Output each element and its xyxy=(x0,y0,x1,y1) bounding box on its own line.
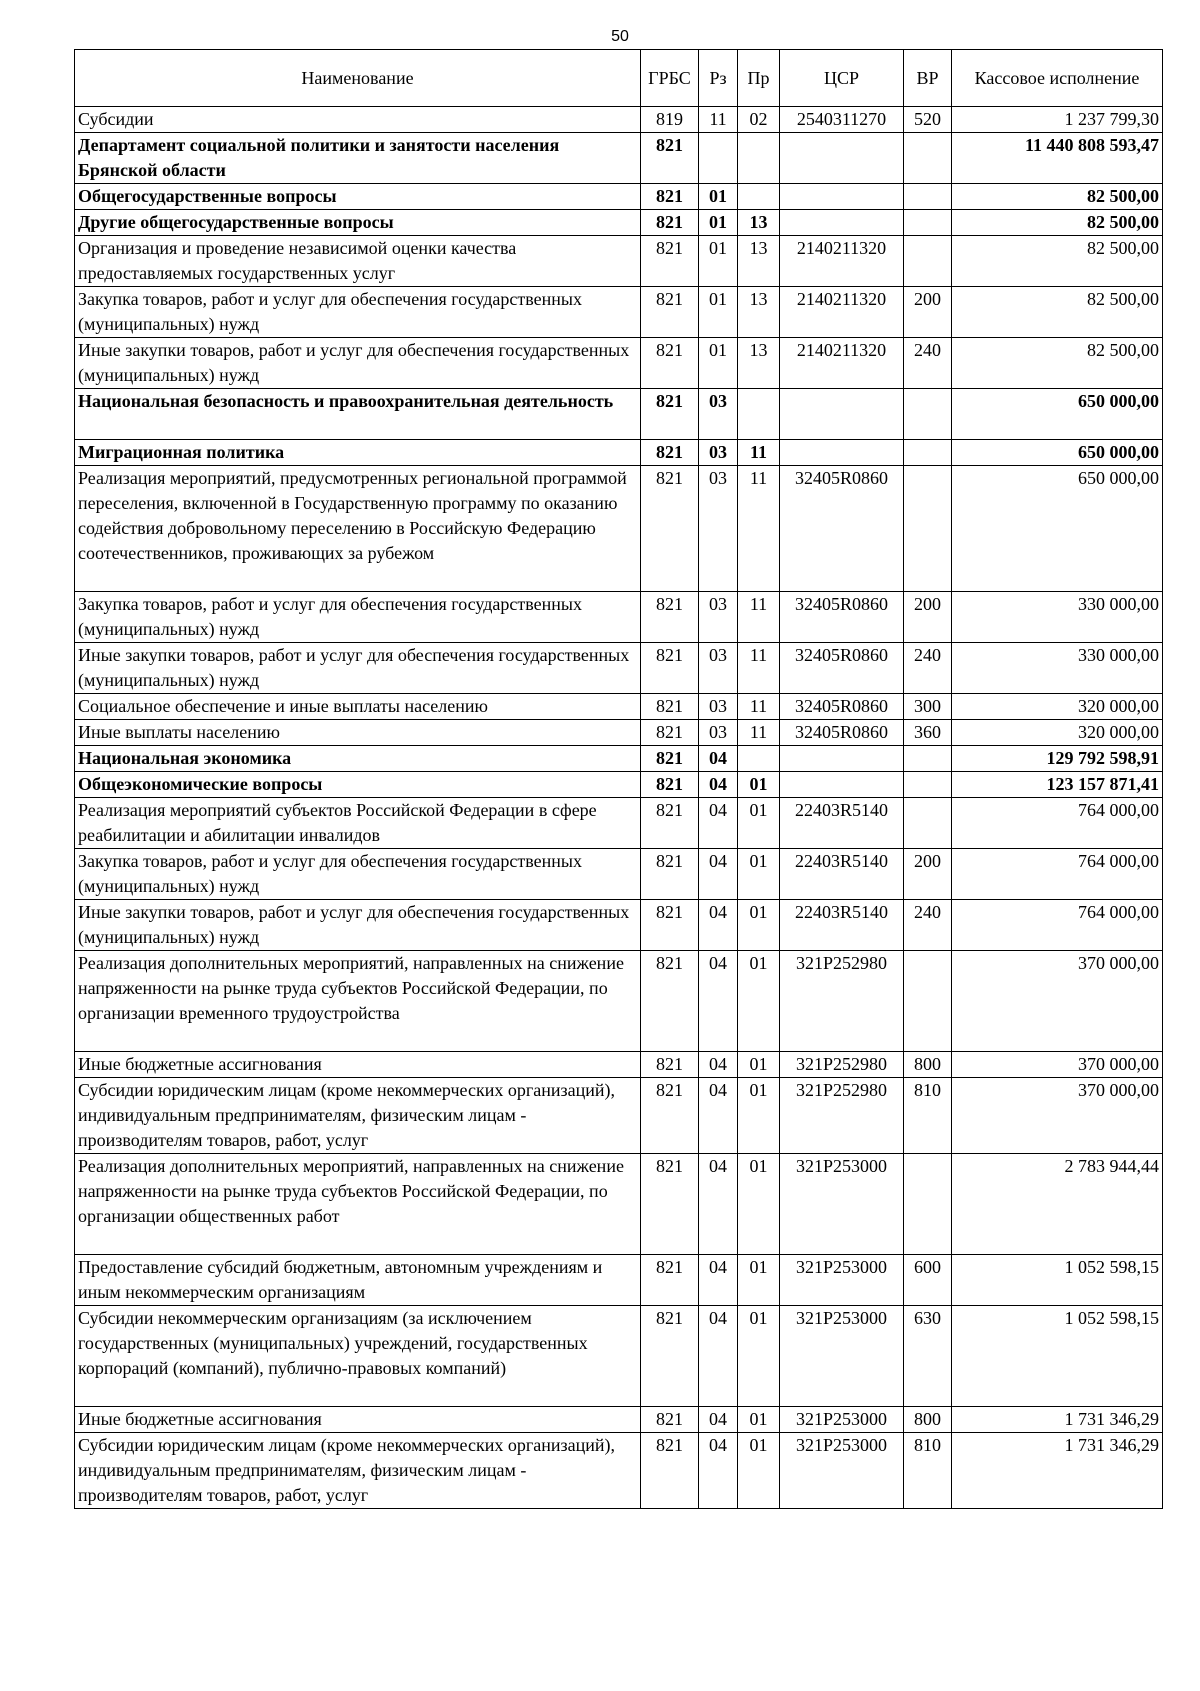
cell-pr: 11 xyxy=(738,694,780,720)
cell-vr: 300 xyxy=(904,694,952,720)
header-pr: Пр xyxy=(738,50,780,107)
cell-amount: 82 500,00 xyxy=(952,236,1163,287)
cell-vr: 800 xyxy=(904,1407,952,1433)
cell-pr: 11 xyxy=(738,592,780,643)
cell-pr: 01 xyxy=(738,772,780,798)
cell-grbs: 821 xyxy=(641,746,699,772)
cell-grbs: 821 xyxy=(641,389,699,440)
cell-csr: 321P252980 xyxy=(780,951,904,1052)
table-row xyxy=(75,1255,1163,1306)
table-row xyxy=(75,184,1163,210)
cell-vr: 810 xyxy=(904,1078,952,1154)
cell-name: Субсидии xyxy=(75,107,641,133)
cell-csr xyxy=(780,184,904,210)
cell-name: Реализация дополнительных мероприятий, направленных на снижение напряженности на рынке труда субъектов Российской Федерации, по организации временного трудоустройства xyxy=(75,951,641,1052)
cell-name: Иные выплаты населению xyxy=(75,720,641,746)
table-row xyxy=(75,951,1163,1052)
cell-csr: 2140211320 xyxy=(780,287,904,338)
cell-csr: 22403R5140 xyxy=(780,798,904,849)
cell-amount: 320 000,00 xyxy=(952,720,1163,746)
cell-pr: 01 xyxy=(738,1433,780,1509)
cell-pr: 13 xyxy=(738,287,780,338)
header-name: Наименование xyxy=(75,50,641,107)
cell-rz: 04 xyxy=(699,951,738,1052)
table-row xyxy=(75,849,1163,900)
table-row xyxy=(75,338,1163,389)
cell-amount: 764 000,00 xyxy=(952,849,1163,900)
cell-grbs: 821 xyxy=(641,849,699,900)
cell-csr: 22403R5140 xyxy=(780,900,904,951)
cell-amount: 330 000,00 xyxy=(952,592,1163,643)
table-row xyxy=(75,236,1163,287)
cell-vr xyxy=(904,440,952,466)
cell-name: Закупка товаров, работ и услуг для обеспечения государственных (муниципальных) нужд xyxy=(75,287,641,338)
cell-rz: 04 xyxy=(699,746,738,772)
table-row xyxy=(75,900,1163,951)
cell-grbs: 821 xyxy=(641,900,699,951)
cell-amount: 82 500,00 xyxy=(952,338,1163,389)
cell-amount: 1 731 346,29 xyxy=(952,1433,1163,1509)
cell-name: Иные закупки товаров, работ и услуг для обеспечения государственных (муниципальных) нужд xyxy=(75,338,641,389)
cell-amount: 650 000,00 xyxy=(952,466,1163,592)
cell-vr: 630 xyxy=(904,1306,952,1407)
cell-csr: 321P252980 xyxy=(780,1052,904,1078)
cell-csr: 321P253000 xyxy=(780,1306,904,1407)
cell-vr: 200 xyxy=(904,849,952,900)
cell-rz: 04 xyxy=(699,1407,738,1433)
header-grbs: ГРБС xyxy=(641,50,699,107)
cell-rz: 03 xyxy=(699,592,738,643)
cell-amount: 1 052 598,15 xyxy=(952,1306,1163,1407)
table-row xyxy=(75,772,1163,798)
cell-vr: 200 xyxy=(904,592,952,643)
cell-name: Национальная экономика xyxy=(75,746,641,772)
table-row xyxy=(75,720,1163,746)
table-row xyxy=(75,287,1163,338)
cell-name: Организация и проведение независимой оценки качества предоставляемых государственных услуг xyxy=(75,236,641,287)
cell-csr: 32405R0860 xyxy=(780,694,904,720)
cell-pr xyxy=(738,133,780,184)
table-row xyxy=(75,798,1163,849)
table-row xyxy=(75,466,1163,592)
table-row xyxy=(75,1407,1163,1433)
cell-pr: 01 xyxy=(738,1255,780,1306)
cell-amount: 123 157 871,41 xyxy=(952,772,1163,798)
cell-amount: 764 000,00 xyxy=(952,798,1163,849)
cell-amount: 1 052 598,15 xyxy=(952,1255,1163,1306)
cell-csr xyxy=(780,389,904,440)
cell-vr xyxy=(904,746,952,772)
cell-grbs: 821 xyxy=(641,720,699,746)
cell-csr xyxy=(780,210,904,236)
cell-vr: 240 xyxy=(904,900,952,951)
table-row xyxy=(75,746,1163,772)
cell-name: Иные бюджетные ассигнования xyxy=(75,1407,641,1433)
cell-name: Предоставление субсидий бюджетным, автономным учреждениям и иным некоммерческим организациям xyxy=(75,1255,641,1306)
cell-amount: 370 000,00 xyxy=(952,951,1163,1052)
cell-name: Субсидии некоммерческим организациям (за исключением государственных (муниципальных) учреждений, государственных корпораций (компаний), публично-правовых компаний) xyxy=(75,1306,641,1407)
cell-rz: 04 xyxy=(699,1078,738,1154)
header-amount: Кассовое исполнение xyxy=(952,50,1163,107)
cell-grbs: 821 xyxy=(641,1433,699,1509)
cell-name: Другие общегосударственные вопросы xyxy=(75,210,641,236)
cell-name: Иные закупки товаров, работ и услуг для обеспечения государственных (муниципальных) нужд xyxy=(75,900,641,951)
cell-pr: 13 xyxy=(738,338,780,389)
cell-grbs: 821 xyxy=(641,184,699,210)
cell-vr xyxy=(904,210,952,236)
cell-csr: 32405R0860 xyxy=(780,592,904,643)
cell-csr: 321P252980 xyxy=(780,1078,904,1154)
cell-grbs: 821 xyxy=(641,592,699,643)
cell-rz: 04 xyxy=(699,1255,738,1306)
cell-vr: 240 xyxy=(904,643,952,694)
cell-rz: 04 xyxy=(699,900,738,951)
cell-grbs: 821 xyxy=(641,236,699,287)
cell-amount: 1 237 799,30 xyxy=(952,107,1163,133)
cell-rz: 03 xyxy=(699,389,738,440)
cell-rz: 01 xyxy=(699,210,738,236)
cell-amount: 330 000,00 xyxy=(952,643,1163,694)
cell-grbs: 821 xyxy=(641,951,699,1052)
cell-grbs: 821 xyxy=(641,1052,699,1078)
cell-amount: 764 000,00 xyxy=(952,900,1163,951)
cell-vr: 200 xyxy=(904,287,952,338)
cell-grbs: 821 xyxy=(641,210,699,236)
cell-csr: 22403R5140 xyxy=(780,849,904,900)
cell-rz: 01 xyxy=(699,236,738,287)
cell-amount: 82 500,00 xyxy=(952,184,1163,210)
table-row xyxy=(75,107,1163,133)
cell-rz: 03 xyxy=(699,440,738,466)
table-row xyxy=(75,1306,1163,1407)
page-number: 50 xyxy=(611,28,629,45)
cell-rz: 03 xyxy=(699,720,738,746)
cell-csr xyxy=(780,746,904,772)
cell-grbs: 821 xyxy=(641,440,699,466)
cell-rz: 04 xyxy=(699,798,738,849)
cell-grbs: 821 xyxy=(641,694,699,720)
table-row xyxy=(75,1078,1163,1154)
cell-csr xyxy=(780,772,904,798)
cell-vr xyxy=(904,466,952,592)
cell-grbs: 821 xyxy=(641,643,699,694)
header-rz: Рз xyxy=(699,50,738,107)
cell-pr: 13 xyxy=(738,236,780,287)
cell-pr: 02 xyxy=(738,107,780,133)
cell-name: Субсидии юридическим лицам (кроме некоммерческих организаций), индивидуальным предпринимателям, физическим лицам - производителям товаров, работ, услуг xyxy=(75,1078,641,1154)
cell-csr xyxy=(780,440,904,466)
cell-name: Субсидии юридическим лицам (кроме некоммерческих организаций), индивидуальным предпринимателям, физическим лицам - производителям товаров, работ, услуг xyxy=(75,1433,641,1509)
cell-amount: 2 783 944,44 xyxy=(952,1154,1163,1255)
cell-pr: 01 xyxy=(738,1078,780,1154)
cell-rz: 04 xyxy=(699,772,738,798)
cell-name: Закупка товаров, работ и услуг для обеспечения государственных (муниципальных) нужд xyxy=(75,849,641,900)
cell-pr: 13 xyxy=(738,210,780,236)
cell-vr xyxy=(904,389,952,440)
cell-rz: 03 xyxy=(699,466,738,592)
header-vr: ВР xyxy=(904,50,952,107)
cell-vr: 520 xyxy=(904,107,952,133)
cell-rz: 04 xyxy=(699,1433,738,1509)
cell-name: Реализация мероприятий субъектов Российской Федерации в сфере реабилитации и абилитации инвалидов xyxy=(75,798,641,849)
header-row xyxy=(75,50,1163,107)
cell-csr: 321P253000 xyxy=(780,1154,904,1255)
cell-pr: 01 xyxy=(738,951,780,1052)
cell-csr: 2140211320 xyxy=(780,338,904,389)
cell-rz: 03 xyxy=(699,643,738,694)
cell-csr: 2140211320 xyxy=(780,236,904,287)
cell-vr xyxy=(904,236,952,287)
cell-amount: 129 792 598,91 xyxy=(952,746,1163,772)
cell-rz: 01 xyxy=(699,338,738,389)
cell-amount: 82 500,00 xyxy=(952,287,1163,338)
table-row xyxy=(75,1052,1163,1078)
cell-rz: 04 xyxy=(699,849,738,900)
cell-pr xyxy=(738,389,780,440)
cell-grbs: 821 xyxy=(641,1306,699,1407)
cell-csr: 32405R0860 xyxy=(780,720,904,746)
cell-rz: 04 xyxy=(699,1306,738,1407)
cell-csr xyxy=(780,133,904,184)
table-row xyxy=(75,389,1163,440)
header-csr: ЦСР xyxy=(780,50,904,107)
cell-pr: 01 xyxy=(738,798,780,849)
cell-amount: 370 000,00 xyxy=(952,1078,1163,1154)
table-row xyxy=(75,592,1163,643)
cell-rz: 04 xyxy=(699,1154,738,1255)
cell-pr: 11 xyxy=(738,720,780,746)
cell-name: Социальное обеспечение и иные выплаты населению xyxy=(75,694,641,720)
cell-vr: 810 xyxy=(904,1433,952,1509)
cell-vr xyxy=(904,133,952,184)
cell-grbs: 819 xyxy=(641,107,699,133)
cell-vr: 800 xyxy=(904,1052,952,1078)
cell-pr: 11 xyxy=(738,440,780,466)
cell-pr: 01 xyxy=(738,1306,780,1407)
table-body xyxy=(75,107,1163,1509)
cell-csr: 321P253000 xyxy=(780,1407,904,1433)
cell-grbs: 821 xyxy=(641,1255,699,1306)
cell-rz: 11 xyxy=(699,107,738,133)
budget-execution-table xyxy=(74,49,1163,1509)
cell-rz: 01 xyxy=(699,287,738,338)
cell-name: Общеэкономические вопросы xyxy=(75,772,641,798)
cell-pr: 01 xyxy=(738,1407,780,1433)
cell-grbs: 821 xyxy=(641,133,699,184)
cell-name: Реализация мероприятий, предусмотренных региональной программой переселения, включенной в Государственную программу по оказанию содействия добровольному переселению в Российскую Федерацию соотечественников, проживающих за рубежом xyxy=(75,466,641,592)
cell-pr: 11 xyxy=(738,466,780,592)
cell-vr xyxy=(904,772,952,798)
cell-grbs: 821 xyxy=(641,1154,699,1255)
cell-pr xyxy=(738,746,780,772)
cell-vr: 240 xyxy=(904,338,952,389)
cell-rz: 04 xyxy=(699,1052,738,1078)
cell-pr: 01 xyxy=(738,1154,780,1255)
table-header xyxy=(75,50,1163,107)
cell-grbs: 821 xyxy=(641,772,699,798)
table-row xyxy=(75,643,1163,694)
cell-name: Миграционная политика xyxy=(75,440,641,466)
cell-vr xyxy=(904,951,952,1052)
cell-vr xyxy=(904,1154,952,1255)
cell-csr: 321P253000 xyxy=(780,1433,904,1509)
cell-grbs: 821 xyxy=(641,1407,699,1433)
cell-vr xyxy=(904,184,952,210)
cell-amount: 320 000,00 xyxy=(952,694,1163,720)
cell-csr: 2540311270 xyxy=(780,107,904,133)
cell-name: Иные бюджетные ассигнования xyxy=(75,1052,641,1078)
cell-grbs: 821 xyxy=(641,338,699,389)
cell-amount: 11 440 808 593,47 xyxy=(952,133,1163,184)
cell-pr: 01 xyxy=(738,900,780,951)
cell-name: Общегосударственные вопросы xyxy=(75,184,641,210)
cell-grbs: 821 xyxy=(641,287,699,338)
cell-amount: 82 500,00 xyxy=(952,210,1163,236)
table-row xyxy=(75,133,1163,184)
table-row xyxy=(75,210,1163,236)
cell-grbs: 821 xyxy=(641,798,699,849)
cell-pr: 01 xyxy=(738,849,780,900)
cell-amount: 650 000,00 xyxy=(952,440,1163,466)
cell-csr: 321P253000 xyxy=(780,1255,904,1306)
cell-csr: 32405R0860 xyxy=(780,643,904,694)
cell-amount: 370 000,00 xyxy=(952,1052,1163,1078)
cell-amount: 650 000,00 xyxy=(952,389,1163,440)
cell-amount: 1 731 346,29 xyxy=(952,1407,1163,1433)
cell-name: Департамент социальной политики и занятости населения Брянской области xyxy=(75,133,641,184)
cell-rz xyxy=(699,133,738,184)
cell-csr: 32405R0860 xyxy=(780,466,904,592)
cell-vr: 360 xyxy=(904,720,952,746)
table-row xyxy=(75,694,1163,720)
table-row xyxy=(75,1433,1163,1509)
cell-name: Иные закупки товаров, работ и услуг для обеспечения государственных (муниципальных) нужд xyxy=(75,643,641,694)
cell-pr xyxy=(738,184,780,210)
cell-pr: 11 xyxy=(738,643,780,694)
cell-rz: 01 xyxy=(699,184,738,210)
cell-grbs: 821 xyxy=(641,466,699,592)
cell-vr: 600 xyxy=(904,1255,952,1306)
cell-name: Реализация дополнительных мероприятий, направленных на снижение напряженности на рынке труда субъектов Российской Федерации, по организации общественных работ xyxy=(75,1154,641,1255)
cell-name: Национальная безопасность и правоохранительная деятельность xyxy=(75,389,641,440)
cell-pr: 01 xyxy=(738,1052,780,1078)
table-row xyxy=(75,440,1163,466)
cell-rz: 03 xyxy=(699,694,738,720)
table-row xyxy=(75,1154,1163,1255)
cell-vr xyxy=(904,798,952,849)
cell-grbs: 821 xyxy=(641,1078,699,1154)
cell-name: Закупка товаров, работ и услуг для обеспечения государственных (муниципальных) нужд xyxy=(75,592,641,643)
